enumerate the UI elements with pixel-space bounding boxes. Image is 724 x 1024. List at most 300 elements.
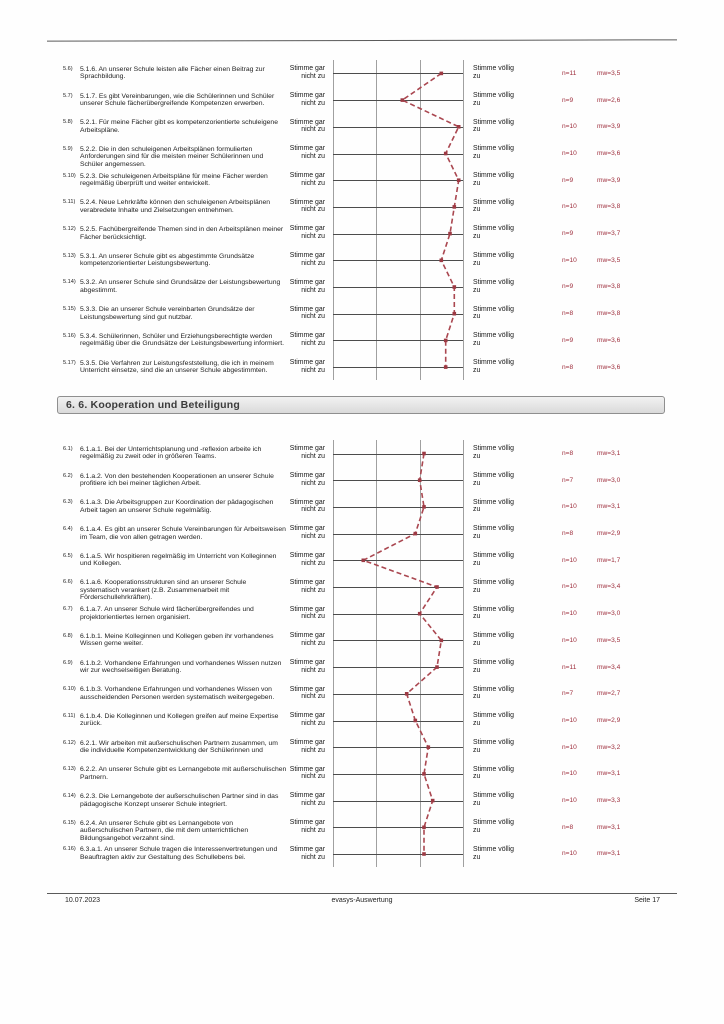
item-question-text: 6.1.b.3. Vorhandene Erfahrungen und vorhandenes Wissen von ausscheidenden Personen werden systematisch weitergegeben. — [80, 686, 275, 701]
scale-label-right-line2: zu — [473, 453, 481, 460]
item-question-text: 6.1.a.1. Bei der Unterrichtsplanung und -reflexion arbeite ich regelmäßig zu zweit oder in größeren Teams. — [80, 445, 262, 461]
scale-label-right — [473, 225, 545, 240]
scale-label-left-line1: Stimme gar — [289, 65, 325, 73]
item-question-text: 5.3.3. Die an unserer Schule vereinbarten Grundsätze der Leistungsbewertung sind gut nutzbar. — [80, 306, 255, 321]
scale-label-left-line1: Stimme gar — [289, 118, 325, 126]
scale-label-right-line2: zu — [473, 639, 481, 647]
scale-label-left-line1: Stimme gar — [289, 792, 325, 800]
mean-value: mw=2,9 — [597, 530, 621, 537]
item-footnote-index: 5.12) — [63, 226, 76, 232]
mean-point-marker — [414, 719, 418, 723]
scale-label-right-line1: Stimme völlig — [473, 225, 514, 233]
mean-point-marker — [435, 665, 439, 669]
scale-label-right — [473, 792, 545, 807]
scale-label-left-line1: Stimme gar — [289, 225, 325, 233]
scale-label-left — [253, 472, 325, 487]
scale-label-left-line2: nicht zu — [301, 99, 325, 107]
scale-label-left-line1: Stimme gar — [289, 278, 325, 286]
scale-label-right-line2: zu — [473, 339, 481, 347]
item-question-text: 6.1.b.1. Meine Kolleginnen und Kollegen geben ihr vorhandenes Wissen gerne weiter. — [80, 632, 274, 648]
scale-label-right-line1: Stimme völlig — [473, 658, 514, 666]
mean-point-marker — [418, 612, 422, 616]
mean-value: mw=3,6 — [597, 336, 621, 344]
scale-label-right-line1: Stimme völlig — [473, 605, 514, 613]
scale-label-right-line1: Stimme völlig — [473, 305, 514, 313]
mean-value: mw=3,0 — [597, 610, 621, 618]
scale-label-right-line1: Stimme völlig — [473, 472, 514, 479]
scale-label-left-line1: Stimme gar — [289, 145, 325, 153]
mean-value: mw=2,7 — [597, 690, 621, 698]
scale-label-right-line1: Stimme völlig — [473, 845, 514, 853]
scale-label-left-line2: nicht zu — [301, 586, 325, 594]
scale-label-left — [253, 632, 325, 647]
scale-label-left-line2: nicht zu — [301, 746, 325, 754]
item-footnote-index: 5.9) — [63, 145, 73, 152]
footer-page-number: Seite 17 — [634, 897, 660, 904]
scale-label-right — [473, 332, 545, 347]
scale-label-left-line1: Stimme gar — [289, 445, 325, 453]
item-footnote-index: 6.9) — [63, 659, 73, 666]
scale-label-left-line1: Stimme gar — [289, 712, 325, 720]
scale-label-right-line2: zu — [473, 313, 481, 321]
scale-label-right — [473, 739, 545, 754]
scale-label-left-line1: Stimme gar — [289, 358, 325, 366]
item-footnote-index: 6.8) — [63, 632, 73, 639]
scale-label-right-line2: zu — [473, 126, 481, 134]
scale-label-left-line2: nicht zu — [301, 259, 325, 267]
scale-label-right-line2: zu — [473, 72, 481, 80]
scale-label-right-line1: Stimme völlig — [473, 765, 514, 773]
scale-label-left-line2: nicht zu — [301, 126, 325, 134]
scale-label-right — [473, 552, 545, 567]
respondent-count: n=8 — [562, 530, 574, 537]
scale-label-left — [253, 445, 325, 460]
scale-label-right-line1: Stimme völlig — [473, 198, 514, 206]
scale-label-left-line1: Stimme gar — [289, 498, 325, 506]
item-footnote-index: 6.12) — [63, 739, 76, 746]
respondent-count: n=10 — [562, 610, 577, 618]
mean-value: mw=3,4 — [597, 663, 621, 671]
scale-label-right-line2: zu — [473, 559, 481, 567]
scale-label-left-line2: nicht zu — [301, 479, 325, 487]
item-footnote-index: 6.13) — [63, 766, 76, 773]
respondent-count: n=9 — [562, 176, 574, 184]
respondent-count: n=10 — [562, 556, 577, 564]
scale-label-left — [253, 792, 325, 807]
mean-value: mw=3,5 — [597, 256, 621, 264]
respondent-count: n=10 — [562, 743, 577, 751]
item-footnote-index: 6.2) — [63, 472, 73, 479]
item-footnote-index: 5.10) — [63, 172, 76, 179]
scale-label-right-line1: Stimme völlig — [473, 792, 514, 800]
scale-label-left — [253, 65, 325, 80]
scale-label-right-line2: zu — [473, 666, 481, 674]
respondent-count: n=9 — [562, 96, 574, 104]
scale-label-right-line2: zu — [473, 206, 481, 214]
scale-label-left-line1: Stimme gar — [289, 472, 325, 479]
item-footnote-index: 5.11) — [63, 199, 76, 206]
item-question-text: 6.1.a.2. Von den bestehenden Kooperationen an unserer Schule profitiere ich bei meiner täglichen Arbeit. — [80, 472, 274, 488]
profile-polyline — [363, 454, 441, 855]
scale-label-right-line2: zu — [473, 479, 481, 487]
mean-point-marker — [362, 559, 366, 563]
scale-label-left-line2: nicht zu — [301, 506, 325, 514]
mean-point-marker — [422, 772, 426, 776]
scale-label-left-line2: nicht zu — [301, 639, 325, 647]
mean-value: mw=3,0 — [597, 476, 621, 484]
mean-point-marker — [422, 826, 426, 830]
scale-label-left-line2: nicht zu — [301, 800, 325, 808]
item-footnote-index: 6.4) — [63, 526, 73, 532]
scale-label-left-line1: Stimme gar — [289, 739, 325, 746]
item-footnote-index: 6.10) — [63, 686, 76, 693]
section-header-label: 6. 6. Kooperation und Beteiligung — [66, 399, 241, 411]
respondent-count: n=10 — [562, 850, 577, 858]
item-question-text: 6.1.b.2. Vorhandene Erfahrungen und vorhandenes Wissen nutzen wir zur wechselseitigen Beratung. — [80, 659, 282, 674]
respondent-count: n=8 — [562, 449, 574, 457]
item-footnote-index: 5.7) — [63, 92, 73, 99]
item-footnote-index: 5.15) — [63, 306, 76, 313]
scale-label-left-line1: Stimme gar — [289, 765, 325, 773]
item-footnote-index: 5.8) — [63, 119, 73, 126]
scale-label-left-line2: nicht zu — [301, 773, 325, 781]
mean-value: mw=3,6 — [597, 363, 621, 371]
item-question-text: 6.1.a.3. Die Arbeitsgruppen zur Koordination der pädagogischen Arbeit tagen an unserer Schule regelmäßig. — [80, 499, 274, 514]
mean-value: mw=3,3 — [597, 797, 621, 804]
scale-label-left — [253, 525, 325, 540]
scale-label-right-line2: zu — [473, 533, 481, 541]
item-question-text: 5.3.4. Schülerinnen, Schüler und Erziehungsberechtigte werden regelmäßig über die Grundsätze der Leistungsbewertung informiert. — [80, 332, 285, 348]
respondent-count: n=10 — [562, 583, 577, 591]
mean-point-marker — [431, 799, 435, 803]
scale-label-left — [253, 92, 325, 107]
scale-label-right — [473, 606, 545, 621]
scale-label-left — [253, 819, 325, 834]
scale-label-right-line1: Stimme völlig — [473, 332, 514, 340]
scale-label-left-line1: Stimme gar — [289, 305, 325, 313]
mean-value: mw=2,9 — [597, 716, 621, 724]
scale-label-right — [473, 766, 545, 781]
item-question-text: 6.2.1. Wir arbeiten mit außerschulischen Partnern zusammen, um die individuelle Kompetenzentwicklung der Schülerinnen und — [80, 739, 278, 755]
scale-label-right-line1: Stimme völlig — [473, 358, 514, 366]
scale-label-left — [253, 846, 325, 861]
scale-label-right-line1: Stimme völlig — [473, 632, 514, 640]
scale-label-right-line1: Stimme völlig — [473, 525, 514, 533]
scale-label-right-line1: Stimme völlig — [473, 739, 514, 746]
scale-label-left — [253, 225, 325, 240]
scale-label-left-line2: nicht zu — [301, 206, 325, 214]
mean-value: mw=3,1 — [597, 503, 621, 511]
scale-label-right-line2: zu — [473, 800, 481, 808]
item-footnote-index: 5.16) — [63, 332, 76, 339]
scale-label-left — [253, 606, 325, 621]
scale-label-right-line2: zu — [473, 286, 481, 294]
scale-label-left-line1: Stimme gar — [289, 685, 325, 693]
item-footnote-index: 5.14) — [63, 279, 76, 286]
mean-profile-line — [320, 440, 480, 867]
mean-value: mw=3,8 — [597, 310, 621, 318]
mean-point-marker — [422, 505, 426, 509]
scale-label-left-line2: nicht zu — [301, 72, 325, 80]
scale-label-right — [473, 819, 545, 834]
mean-point-marker — [405, 692, 409, 696]
scale-label-left — [253, 199, 325, 214]
scale-label-left-line2: nicht zu — [301, 666, 325, 674]
scale-label-right-line1: Stimme völlig — [473, 445, 514, 453]
item-question-text: 6.1.a.4. Es gibt an unserer Schule Vereinbarungen für Arbeitsweisen im Team, die von allen getragen werden. — [80, 526, 286, 541]
respondent-count: n=8 — [562, 363, 574, 371]
mean-point-marker — [448, 232, 452, 236]
item-question-text: 6.1.a.6. Kooperationsstrukturen sind an unserer Schule systematisch verankert (z.B. Zusammenarbeit mit Förderschullehrkräften). — [80, 579, 247, 602]
item-question-text: 5.3.1. An unserer Schule gibt es abgestimmte Grundsätze kompetenzorientierter Leistungsbewertung. — [80, 252, 255, 268]
scale-label-left — [253, 739, 325, 754]
scale-label-left-line2: nicht zu — [301, 339, 325, 347]
scale-label-left — [253, 172, 325, 187]
scale-label-left — [253, 579, 325, 594]
scale-label-right-line2: zu — [473, 826, 481, 834]
scale-label-left-line2: nicht zu — [301, 853, 325, 861]
mean-point-marker — [444, 339, 448, 343]
scale-label-left-line2: nicht zu — [301, 559, 325, 567]
scale-label-right — [473, 279, 545, 294]
respondent-count: n=7 — [562, 476, 574, 484]
scale-label-left — [253, 279, 325, 294]
footer-rule — [47, 893, 677, 894]
mean-point-marker — [440, 72, 444, 76]
scale-label-right-line1: Stimme völlig — [473, 145, 514, 153]
scale-label-right-line1: Stimme völlig — [473, 91, 514, 99]
mean-value: mw=1,7 — [597, 556, 621, 564]
scale-label-right — [473, 119, 545, 134]
respondent-count: n=10 — [562, 256, 577, 264]
scale-label-right — [473, 712, 545, 727]
respondent-count: n=10 — [562, 797, 577, 804]
scale-label-right-line1: Stimme völlig — [473, 278, 514, 286]
item-question-text: 6.3.a.1. An unserer Schule tragen die Interessenvertretungen und Beauftragten aktiv zur Gestaltung des Schullebens bei. — [80, 846, 278, 861]
scale-label-right-line1: Stimme völlig — [473, 252, 514, 260]
scale-label-right-line2: zu — [473, 693, 481, 701]
scale-label-right-line1: Stimme völlig — [473, 819, 514, 827]
item-question-text: 5.1.7. Es gibt Vereinbarungen, wie die Schülerinnen und Schüler unserer Schule fächerübergreifende Kompetenzen erwerben. — [80, 92, 275, 107]
item-question-text: 5.2.5. Fachübergreifende Themen sind in den Arbeitsplänen meiner Fächer berücksichtigt. — [80, 226, 284, 241]
respondent-count: n=9 — [562, 230, 574, 237]
item-footnote-index: 6.6) — [63, 579, 73, 586]
scale-label-right — [473, 579, 545, 594]
item-footnote-index: 6.16) — [63, 846, 76, 853]
scale-label-right — [473, 306, 545, 321]
scale-label-left-line2: nicht zu — [301, 153, 325, 160]
item-footnote-index: 6.14) — [63, 793, 76, 799]
scale-label-right-line1: Stimme völlig — [473, 685, 514, 693]
item-question-text: 6.2.3. Die Lernangebote der außerschulischen Partner sind in das pädagogische Konzept unserer Schule integriert. — [80, 793, 279, 808]
scale-label-right-line1: Stimme völlig — [473, 498, 514, 506]
item-question-text: 5.2.1. Für meine Fächer gibt es kompetenzorientierte schuleigene Arbeitspläne. — [80, 119, 278, 134]
item-question-text: 5.3.2. An unserer Schule sind Grundsätze der Leistungsbewertung abgestimmt. — [80, 279, 281, 294]
scale-label-left — [253, 332, 325, 347]
mean-point-marker — [453, 312, 457, 316]
scale-label-left-line1: Stimme gar — [289, 552, 325, 560]
scale-label-right-line2: zu — [473, 720, 481, 727]
scale-label-right-line2: zu — [473, 586, 481, 594]
scale-label-right — [473, 199, 545, 214]
respondent-count: n=11 — [562, 69, 577, 77]
scale-label-left — [253, 145, 325, 160]
scale-label-left-line2: nicht zu — [301, 693, 325, 701]
scale-label-right-line2: zu — [473, 179, 481, 187]
mean-value: mw=3,1 — [597, 850, 621, 858]
scale-label-right-line1: Stimme völlig — [473, 578, 514, 586]
item-question-text: 5.2.4. Neue Lehrkräfte können den schuleigenen Arbeitsplänen verabredete Inhalte und Zielsetzungen entnehmen. — [80, 199, 271, 214]
scale-label-right-line2: zu — [473, 746, 481, 754]
scale-label-left-line1: Stimme gar — [289, 819, 325, 827]
mean-value: mw=3,9 — [597, 123, 621, 131]
item-question-text: 5.2.3. Die schuleigenen Arbeitspläne für meine Fächer werden regelmäßig überprüft und weiter entwickelt. — [80, 172, 268, 188]
scale-label-left-line2: nicht zu — [301, 720, 325, 727]
item-footnote-index: 5.13) — [63, 252, 76, 259]
scale-label-right — [473, 632, 545, 647]
item-footnote-index: 6.3) — [63, 499, 73, 506]
scale-label-left — [253, 686, 325, 701]
respondent-count: n=10 — [562, 716, 577, 724]
scale-label-left-line1: Stimme gar — [289, 91, 325, 99]
mean-value: mw=2,6 — [597, 96, 621, 104]
scale-label-right — [473, 92, 545, 107]
scale-label-right — [473, 659, 545, 674]
scale-label-right — [473, 172, 545, 187]
respondent-count: n=8 — [562, 823, 574, 831]
item-footnote-index: 6.1) — [63, 445, 73, 452]
mean-point-marker — [422, 852, 426, 856]
respondent-count: n=10 — [562, 123, 577, 131]
item-question-text: 6.2.4. An unserer Schule gibt es Lernangebote von außerschulischen Partnern, die mit dem unterrichtlichen Bildungsangebot verzahnt sind. — [80, 819, 249, 842]
scale-label-left-line2: nicht zu — [301, 366, 325, 374]
scale-label-right-line1: Stimme völlig — [473, 65, 514, 73]
respondent-count: n=8 — [562, 310, 574, 318]
scale-label-left — [253, 119, 325, 134]
mean-value: mw=3,1 — [597, 770, 621, 778]
mean-point-marker — [422, 452, 426, 456]
respondent-count: n=11 — [562, 663, 577, 671]
mean-point-marker — [453, 205, 457, 209]
scale-label-right-line2: zu — [473, 153, 481, 160]
scale-label-left-line2: nicht zu — [301, 233, 325, 241]
mean-value: mw=3,5 — [597, 69, 621, 77]
profile-polyline — [402, 73, 458, 367]
item-question-text: 5.3.5. Die Verfahren zur Leistungsfeststellung, die ich in meinem Unterricht einsetze, sind die an unserer Schule abgestimmten. — [80, 359, 274, 374]
item-question-text: 6.1.b.4. Die Kolleginnen und Kollegen greifen auf meine Expertise zurück. — [80, 712, 279, 728]
scale-label-right-line2: zu — [473, 366, 481, 374]
mean-point-marker — [435, 585, 439, 589]
scale-label-left-line1: Stimme gar — [289, 605, 325, 613]
mean-point-marker — [427, 745, 431, 749]
respondent-count: n=9 — [562, 336, 574, 344]
respondent-count: n=10 — [562, 770, 577, 778]
scale-label-right-line1: Stimme völlig — [473, 712, 514, 720]
scale-label-right — [473, 445, 545, 460]
mean-value: mw=3,9 — [597, 176, 621, 184]
item-footnote-index: 6.7) — [63, 606, 73, 613]
scale-label-left — [253, 306, 325, 321]
mean-point-marker — [444, 152, 448, 156]
scale-label-right — [473, 359, 545, 374]
item-question-text: 6.2.2. An unserer Schule gibt es Lernangebote mit außerschulischen Partnern. — [80, 766, 287, 781]
mean-point-marker — [440, 639, 444, 643]
item-footnote-index: 5.17) — [63, 359, 76, 366]
scale-label-left-line2: nicht zu — [301, 286, 325, 294]
scale-label-left — [253, 659, 325, 674]
item-footnote-index: 5.6) — [63, 65, 73, 72]
scale-label-right-line2: zu — [473, 99, 481, 107]
scale-label-left-line2: nicht zu — [301, 313, 325, 321]
scale-label-left-line1: Stimme gar — [289, 632, 325, 640]
scale-label-right-line1: Stimme völlig — [473, 118, 514, 126]
scale-label-right-line1: Stimme völlig — [473, 552, 514, 560]
mean-value: mw=3,4 — [597, 583, 621, 591]
scale-label-left-line2: nicht zu — [301, 179, 325, 187]
scale-label-left — [253, 359, 325, 374]
scale-label-left-line1: Stimme gar — [289, 845, 325, 853]
respondent-count: n=10 — [562, 149, 577, 157]
scale-label-left-line2: nicht zu — [301, 453, 325, 460]
mean-profile-line — [320, 60, 480, 380]
mean-value: mw=3,1 — [597, 823, 621, 831]
scale-label-right — [473, 525, 545, 540]
scale-label-left-line2: nicht zu — [301, 613, 325, 621]
scale-label-left-line1: Stimme gar — [289, 658, 325, 666]
scale-label-right-line2: zu — [473, 613, 481, 621]
scale-label-right-line2: zu — [473, 773, 481, 781]
scale-label-right-line2: zu — [473, 259, 481, 267]
item-question-text: 5.1.6. An unserer Schule leisten alle Fächer einen Beitrag zur Sprachbildung. — [80, 65, 265, 81]
respondent-count: n=10 — [562, 503, 577, 511]
item-question-text: 6.1.a.7. An unserer Schule wird fächerübergreifendes und projektorientiertes lernen organisiert. — [80, 606, 254, 621]
scale-label-left-line2: nicht zu — [301, 826, 325, 834]
scale-label-right — [473, 145, 545, 160]
mean-point-marker — [414, 532, 418, 536]
mean-value: mw=3,8 — [597, 203, 621, 211]
scale-label-left-line1: Stimme gar — [289, 525, 325, 533]
footer-date: 10.07.2023 — [65, 897, 101, 904]
mean-point-marker — [444, 365, 448, 369]
respondent-count: n=10 — [562, 636, 577, 644]
scale-label-right-line1: Stimme völlig — [473, 172, 514, 179]
scale-label-right — [473, 499, 545, 514]
item-footnote-index: 6.5) — [63, 552, 73, 559]
mean-point-marker — [453, 285, 457, 289]
scale-label-right — [473, 846, 545, 861]
footer-app-title: evasys-Auswertung — [331, 897, 393, 904]
mean-point-marker — [418, 478, 422, 482]
scale-label-left-line1: Stimme gar — [289, 252, 325, 260]
respondent-count: n=7 — [562, 690, 574, 698]
scale-label-right-line2: zu — [473, 853, 481, 861]
mean-value: mw=3,7 — [597, 230, 621, 237]
mean-value: mw=3,6 — [597, 149, 621, 157]
respondent-count: n=9 — [562, 283, 574, 291]
item-footnote-index: 6.15) — [63, 819, 76, 826]
scale-label-left — [253, 766, 325, 781]
scale-label-right-line2: zu — [473, 233, 481, 241]
scale-label-left — [253, 252, 325, 267]
scale-label-right-line2: zu — [473, 506, 481, 514]
mean-value: mw=3,8 — [597, 283, 621, 291]
item-question-text: 6.1.a.5. Wir hospitieren regelmäßig im Unterricht von Kolleginnen und Kollegen. — [80, 552, 277, 568]
scale-label-left-line1: Stimme gar — [289, 578, 325, 586]
mean-value: mw=3,1 — [597, 449, 621, 457]
scale-label-left — [253, 712, 325, 727]
item-question-text: 5.2.2. Die in den schuleigenen Arbeitsplänen formulierten Anforderungen sind für die meisten meiner Schülerinnen und Schüler angemessen. — [80, 145, 264, 168]
mean-point-marker — [440, 259, 444, 263]
